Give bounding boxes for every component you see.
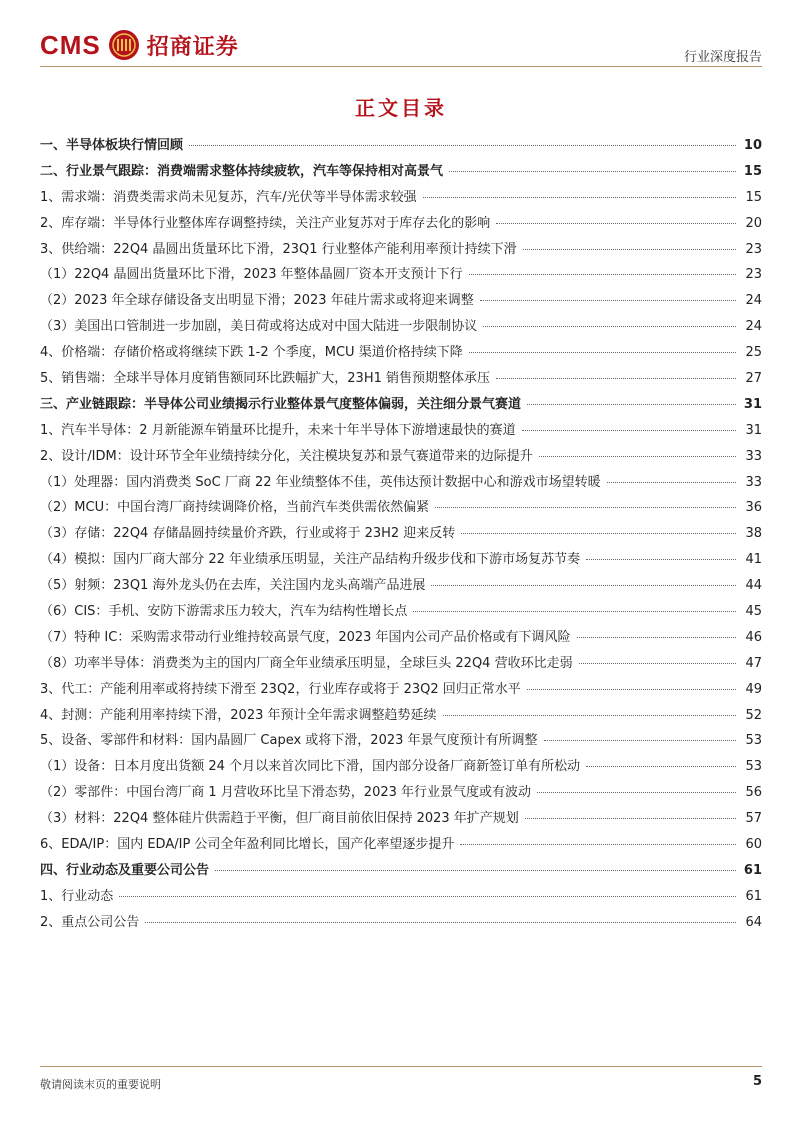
toc-entry-page: 27 bbox=[745, 371, 762, 387]
toc-entry-page: 15 bbox=[743, 163, 762, 179]
toc-entry-page: 24 bbox=[745, 293, 762, 309]
toc-entry-title: 2、库存端：半导体行业整体库存调整持续，关注产业复苏对于库存去化的影响 bbox=[40, 215, 491, 231]
toc-entry-title: 二、行业景气跟踪：消费端需求整体持续疲软，汽车等保持相对高景气 bbox=[40, 163, 444, 179]
page-header bbox=[40, 26, 762, 72]
toc-entry[interactable] bbox=[40, 134, 762, 160]
toc-dot-leader bbox=[537, 792, 736, 793]
toc-entry[interactable] bbox=[40, 729, 762, 755]
toc-entry-page: 57 bbox=[745, 811, 762, 827]
toc-entry-page: 52 bbox=[745, 707, 762, 723]
toc-entry[interactable] bbox=[40, 445, 762, 471]
toc-entry[interactable] bbox=[40, 238, 762, 264]
toc-dot-leader bbox=[523, 249, 736, 250]
toc-entry-page: 61 bbox=[743, 862, 762, 878]
toc-entry-title: （2）MCU：中国台湾厂商持续调降价格，当前汽车类供需依然偏紧 bbox=[40, 500, 430, 516]
toc-entry[interactable] bbox=[40, 212, 762, 238]
toc-dot-leader bbox=[449, 171, 736, 172]
toc-dot-leader bbox=[496, 223, 736, 224]
toc-entry[interactable] bbox=[40, 859, 762, 885]
page-number: 5 bbox=[752, 1074, 762, 1089]
report-type: 行业深度报告 bbox=[683, 50, 762, 65]
logo-text: CMS bbox=[40, 29, 101, 60]
toc-entry-page: 60 bbox=[745, 837, 762, 853]
toc-entry-page: 56 bbox=[745, 785, 762, 801]
toc-entry[interactable] bbox=[40, 626, 762, 652]
toc-entry-title: 2、重点公司公告 bbox=[40, 914, 140, 930]
toc-entry[interactable] bbox=[40, 548, 762, 574]
toc-dot-leader bbox=[539, 456, 736, 457]
page-footer bbox=[40, 1066, 762, 1091]
toc-entry[interactable] bbox=[40, 186, 762, 212]
toc-entry[interactable] bbox=[40, 496, 762, 522]
toc-entry[interactable] bbox=[40, 833, 762, 859]
toc-entry-title: （8）功率半导体：消费类为主的国内厂商全年业绩承压明显，全球巨头 22Q4 营收环比走弱 bbox=[40, 655, 573, 671]
toc-dot-leader bbox=[527, 404, 736, 405]
toc-entry-page: 23 bbox=[745, 241, 762, 257]
toc-entry-page: 64 bbox=[745, 914, 762, 930]
toc-entry-title: 4、价格端：存储价格或将继续下跌 1-2 个季度，MCU 渠道价格持续下降 bbox=[40, 345, 463, 361]
toc-dot-leader bbox=[460, 844, 736, 845]
toc-dot-leader bbox=[544, 740, 736, 741]
toc-entry[interactable] bbox=[40, 704, 762, 730]
toc-entry[interactable] bbox=[40, 652, 762, 678]
toc-entry[interactable] bbox=[40, 263, 762, 289]
toc-entry-page: 25 bbox=[745, 345, 762, 361]
toc-dot-leader bbox=[522, 430, 736, 431]
toc-dot-leader bbox=[413, 611, 736, 612]
footer-divider bbox=[40, 1066, 762, 1067]
toc-entry-title: 四、行业动态及重要公司公告 bbox=[40, 862, 210, 878]
toc-entry-page: 41 bbox=[745, 552, 762, 568]
toc-dot-leader bbox=[586, 559, 736, 560]
toc-entry-page: 15 bbox=[745, 189, 762, 205]
toc-dot-leader bbox=[586, 766, 736, 767]
toc-entry[interactable] bbox=[40, 885, 762, 911]
toc-entry-page: 53 bbox=[745, 759, 762, 775]
toc-dot-leader bbox=[461, 533, 736, 534]
toc-entry-title: （3）美国出口管制进一步加剧，美日荷或将达成对中国大陆进一步限制协议 bbox=[40, 319, 478, 335]
company-name: 招商证券 bbox=[146, 33, 239, 60]
toc-entry-title: 3、代工：产能利用率或将持续下滑至 23Q2，行业库存或将于 23Q2 回归正常水平 bbox=[40, 681, 521, 697]
toc-entry-title: （4）模拟：国内厂商大部分 22 年业绩承压明显，关注产品结构升级步伐和下游市场复苏节奏 bbox=[40, 552, 581, 568]
toc-entry[interactable] bbox=[40, 160, 762, 186]
toc-dot-leader bbox=[145, 922, 736, 923]
toc-dot-leader bbox=[577, 637, 736, 638]
toc-entry-page: 38 bbox=[745, 526, 762, 542]
toc-entry-page: 23 bbox=[745, 267, 762, 283]
toc-entry[interactable] bbox=[40, 522, 762, 548]
toc-entry-title: （3）存储：22Q4 存储晶圆持续量价齐跌，行业或将于 23H2 迎来反转 bbox=[40, 526, 456, 542]
toc-dot-leader bbox=[215, 870, 736, 871]
toc-entry-page: 46 bbox=[745, 629, 762, 645]
toc-entry-page: 31 bbox=[743, 396, 762, 412]
toc-entry-title: 5、销售端：全球半导体月度销售额同环比跌幅扩大，23H1 销售预期整体承压 bbox=[40, 371, 490, 387]
toc-entry-page: 31 bbox=[745, 422, 762, 438]
toc-entry-title: （2）2023 年全球存储设备支出明显下滑；2023 年硅片需求或将迎来调整 bbox=[40, 293, 474, 309]
toc-dot-leader bbox=[525, 818, 736, 819]
logo-emblem-icon bbox=[107, 28, 141, 62]
toc-dot-leader bbox=[527, 689, 736, 690]
toc-entry-page: 33 bbox=[745, 448, 762, 464]
toc-entry-title: （1）22Q4 晶圆出货量环比下滑，2023 年整体晶圆厂资本开支预计下行 bbox=[40, 267, 463, 283]
toc-entry-page: 45 bbox=[745, 604, 762, 620]
toc-dot-leader bbox=[496, 378, 736, 379]
toc-entry-title: （6）CIS：手机、安防下游需求压力较大，汽车为结构性增长点 bbox=[40, 604, 408, 620]
toc-entry-title: 2、设计/IDM：设计环节全年业绩持续分化，关注模块复苏和景气赛道带来的边际提升 bbox=[40, 448, 533, 464]
toc-entry-page: 61 bbox=[745, 888, 762, 904]
toc-entry[interactable] bbox=[40, 600, 762, 626]
toc-entry-title: 1、行业动态 bbox=[40, 888, 114, 904]
toc-entry-page: 24 bbox=[745, 319, 762, 335]
toc-entry-title: 5、设备、零部件和材料：国内晶圆厂 Capex 或将下滑，2023 年景气度预计有所调整 bbox=[40, 733, 538, 749]
toc-entry[interactable] bbox=[40, 341, 762, 367]
toc-dot-leader bbox=[431, 585, 736, 586]
toc-dot-leader bbox=[607, 482, 736, 483]
toc-entry-title: （3）材料：22Q4 整体硅片供需趋于平衡，但厂商目前依旧保持 2023 年扩产规划 bbox=[40, 811, 519, 827]
toc-dot-leader bbox=[423, 197, 736, 198]
toc-entry-title: 4、封测：产能利用率持续下滑，2023 年预计全年需求调整趋势延续 bbox=[40, 707, 437, 723]
toc-entry[interactable] bbox=[40, 755, 762, 781]
toc-entry-page: 33 bbox=[745, 474, 762, 490]
toc-entry-page: 10 bbox=[743, 138, 762, 153]
toc-entry-title: 三、产业链跟踪：半导体公司业绩揭示行业整体景气度整体偏弱，关注细分景气赛道 bbox=[40, 396, 522, 412]
toc-entry[interactable] bbox=[40, 419, 762, 445]
toc-entry-title: （7）特种 IC：采购需求带动行业维持较高景气度，2023 年国内公司产品价格或有下调风险 bbox=[40, 629, 571, 645]
toc-dot-leader bbox=[483, 326, 736, 327]
toc-dot-leader bbox=[480, 300, 736, 301]
toc-entry-title: 一、半导体板块行情回顾 bbox=[40, 138, 184, 153]
toc-dot-leader bbox=[443, 715, 737, 716]
toc-entry-title: （5）射频：23Q1 海外龙头仍在去库，关注国内龙头高端产品进展 bbox=[40, 578, 426, 594]
toc-entry[interactable] bbox=[40, 781, 762, 807]
toc-entry[interactable] bbox=[40, 678, 762, 704]
toc-entry-title: 1、汽车半导体：2 月新能源车销量环比提升，未来十年半导体下游增速最快的赛道 bbox=[40, 422, 516, 438]
toc-dot-leader bbox=[119, 896, 736, 897]
page-title: 正文目录 bbox=[355, 96, 447, 120]
toc-dot-leader bbox=[579, 663, 736, 664]
toc-entry-title: （2）零部件：中国台湾厂商 1 月营收环比呈下滑态势，2023 年行业景气度或有波动 bbox=[40, 785, 532, 801]
disclaimer-note: 敬请阅读末页的重要说明 bbox=[40, 1078, 161, 1091]
toc-entry[interactable] bbox=[40, 289, 762, 315]
toc-entry-title: 1、需求端：消费类需求尚未见复苏，汽车/光伏等半导体需求较强 bbox=[40, 189, 417, 205]
toc-dot-leader bbox=[435, 507, 736, 508]
table-of-contents bbox=[40, 134, 762, 937]
toc-entry[interactable] bbox=[40, 393, 762, 419]
toc-entry[interactable] bbox=[40, 315, 762, 341]
toc-entry-page: 36 bbox=[745, 500, 762, 516]
toc-entry-page: 53 bbox=[745, 733, 762, 749]
toc-entry[interactable] bbox=[40, 911, 762, 937]
toc-entry-title: （1）设备：日本月度出货额 24 个月以来首次同比下滑，国内部分设备厂商新签订单有所松动 bbox=[40, 759, 581, 775]
toc-entry-title: （1）处理器：国内消费类 SoC 厂商 22 年业绩整体不佳，英伟达预计数据中心和游戏市场望转暖 bbox=[40, 474, 601, 490]
company-logo bbox=[40, 28, 239, 62]
toc-entry[interactable] bbox=[40, 574, 762, 600]
toc-entry[interactable] bbox=[40, 807, 762, 833]
toc-entry-page: 47 bbox=[745, 655, 762, 671]
toc-entry-title: 6、EDA/IP：国内 EDA/IP 公司全年盈利同比增长，国产化率望逐步提升 bbox=[40, 837, 455, 853]
toc-dot-leader bbox=[469, 274, 736, 275]
header-divider bbox=[40, 66, 762, 67]
toc-entry[interactable] bbox=[40, 471, 762, 497]
toc-entry[interactable] bbox=[40, 367, 762, 393]
toc-entry-title: 3、供给端：22Q4 晶圆出货量环比下滑，23Q1 行业整体产能利用率预计持续下滑 bbox=[40, 241, 517, 257]
toc-entry-page: 49 bbox=[745, 681, 762, 697]
toc-dot-leader bbox=[189, 145, 736, 146]
toc-dot-leader bbox=[469, 352, 736, 353]
toc-entry-page: 44 bbox=[745, 578, 762, 594]
toc-entry-page: 20 bbox=[745, 215, 762, 231]
